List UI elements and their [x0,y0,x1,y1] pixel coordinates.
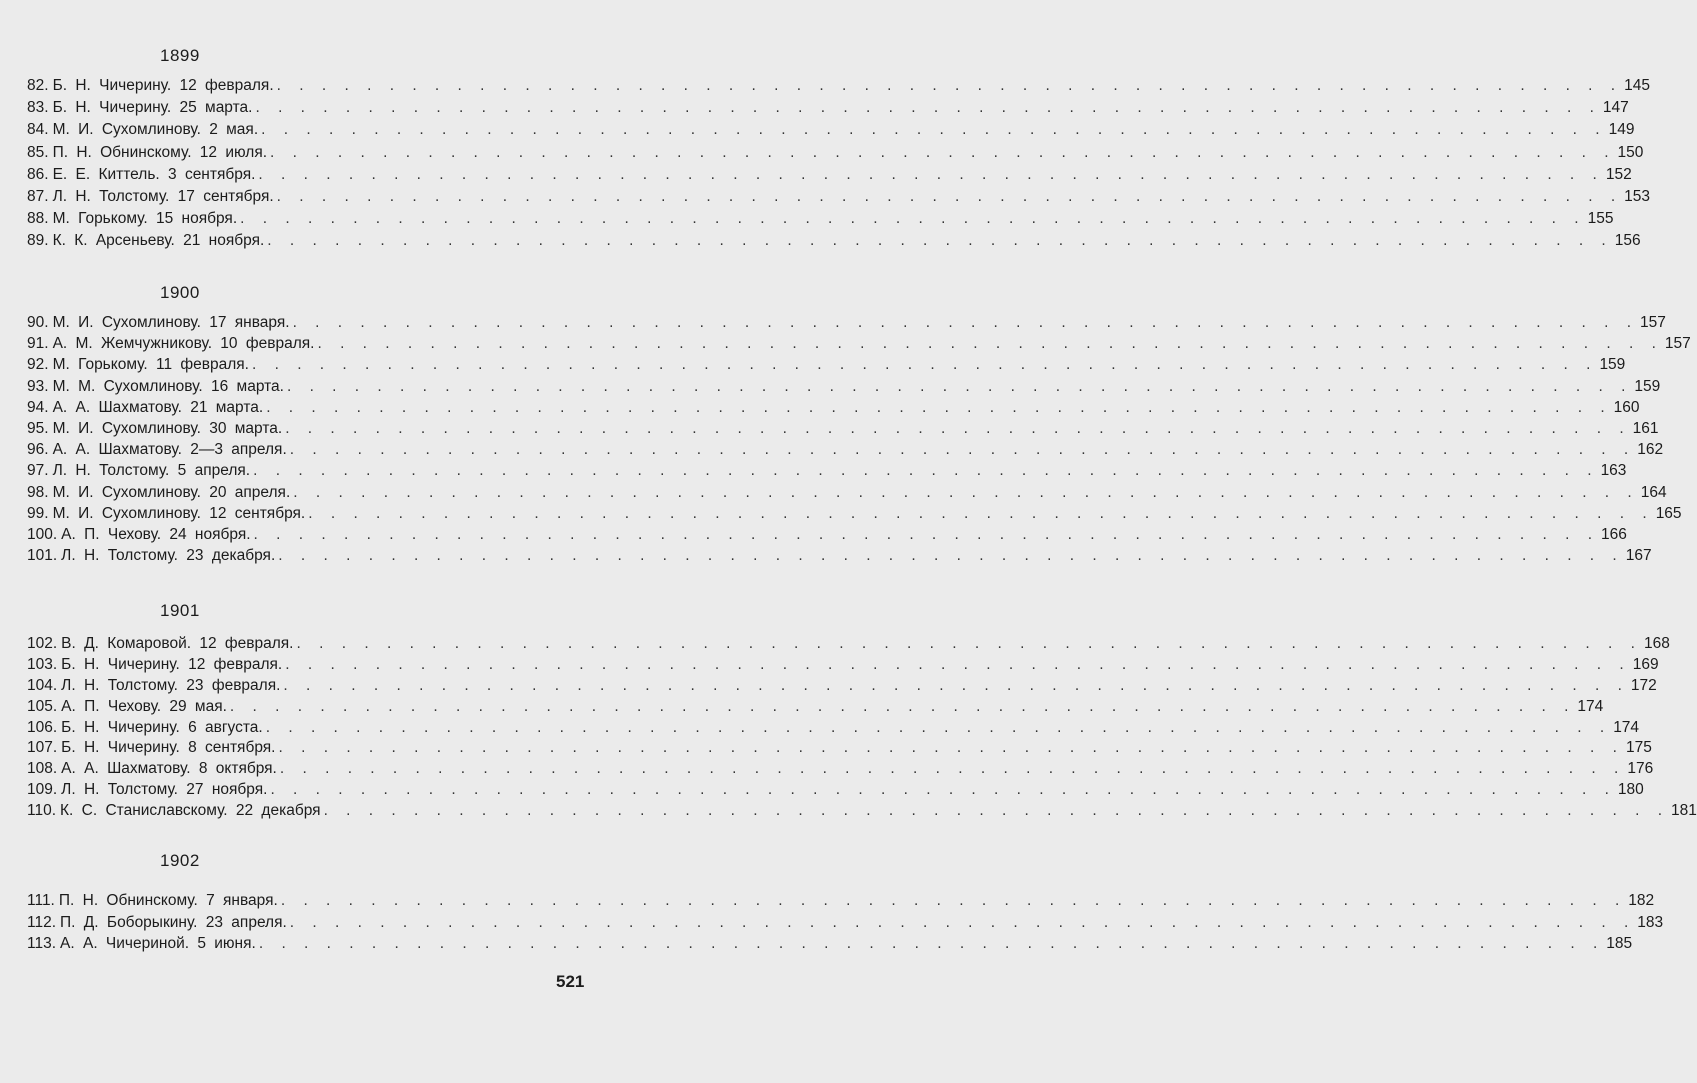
entry-number: 97. [27,462,49,480]
dot-leader: . . . . . . . . . . . . . . . . . . . . . . . . . . . . . . . . . . . . . . . . . . . . . . . . . . . . . . . . . . . . [285,419,1631,437]
entry-title: П. Н. Обнинскому. 12 июля. [52,143,268,161]
entry-number: 102. [27,635,58,652]
entry-page: 161 [1632,419,1659,437]
entry-number: 112. [27,913,57,931]
entry-page: 163 [1600,462,1627,480]
entry-title: К. К. Арсеньеву. 21 ноября. [52,232,265,250]
toc-entry [27,635,1670,656]
dot-leader: . . . . . . . . . . . . . . . . . . . . . . . . . . . . . . . . . . . . . . . . . . . . . . . . . . . . . . . . . . . . [323,802,1670,820]
toc-entry [27,913,1664,936]
entry-page: 159 [1634,377,1661,395]
entry-title: А. А. Чичериной. 5 июня. [60,935,256,952]
entry-title: А. А. Шахматову. 8 октября. [61,760,277,778]
dot-leader: . . . . . . . . . . . . . . . . . . . . . . . . . . . . . . . . . . . . . . . . . . . . . . . . . . . . . . . . . . . . [308,504,1654,522]
toc-entry [27,760,1654,781]
entry-title: М. И. Сухомлинову. 17 января. [52,314,290,331]
entry-page: 152 [1605,165,1632,183]
entry-number: 93. [27,377,49,395]
entry-title: А. А. Шахматову. 21 марта. [52,398,264,416]
entry-page: 167 [1625,547,1652,565]
toc-entry [27,504,1682,526]
entry-number: 101. [27,547,58,565]
entry-title: М. Горькому. 15 ноября. [52,210,238,228]
dot-leader: . . . . . . . . . . . . . . . . . . . . . . . . . . . . . . . . . . . . . . . . . . . . . . . . . . . . . . . . . . . . [292,314,1639,331]
toc-entry [27,462,1627,483]
toc-entry [27,77,1650,99]
toc-entry [27,655,1659,677]
entry-number: 96. [27,441,49,459]
entry-number: 98. [27,483,49,501]
dot-leader: . . . . . . . . . . . . . . . . . . . . . . . . . . . . . . . . . . . . . . . . . . . . . . . . . . . . . . . . . . . . [317,335,1663,353]
toc-entry [27,676,1657,698]
toc-entry [27,99,1629,121]
toc-entry [27,935,1633,957]
dot-leader: . . . . . . . . . . . . . . . . . . . . . . . . . . . . . . . . . . . . . . . . . . . . . . . . . . . . . . . . . . . . [285,655,1631,673]
dot-leader: . . . . . . . . . . . . . . . . . . . . . . . . . . . . . . . . . . . . . . . . . . . . . . . . . . . . . . . . . . . . [255,99,1601,117]
entry-page: 181 [1671,802,1697,820]
entry-title: Б. Н. Чичерину. 12 февраля. [52,77,274,94]
entry-title: В. Д. Комаровой. 12 февраля. [61,635,294,652]
dot-leader: . . . . . . . . . . . . . . . . . . . . . . . . . . . . . . . . . . . . . . . . . . . . . . . . . . . . . . . . . . . . [261,121,1607,139]
entry-page: 150 [1617,143,1644,161]
entry-page: 157 [1664,335,1691,353]
toc-entry [27,419,1659,441]
toc-entry [27,187,1651,210]
entry-page: 159 [1599,356,1626,374]
dot-leader: . . . . . . . . . . . . . . . . . . . . . . . . . . . . . . . . . . . . . . . . . . . . . . . . . . . . . . . . . . . . [296,635,1642,652]
year-heading: 1900 [160,283,200,302]
entry-page: 175 [1625,739,1652,757]
dot-leader: . . . . . . . . . . . . . . . . . . . . . . . . . . . . . . . . . . . . . . . . . . . . . . . . . . . . . . . . . . . . [251,356,1598,374]
dot-leader: . . . . . . . . . . . . . . . . . . . . . . . . . . . . . . . . . . . . . . . . . . . . . . . . . . . . . . . . . . . . [289,441,1636,459]
entry-number: 95. [27,419,49,437]
entry-number: 110. [27,802,57,820]
entry-number: 85. [27,143,49,161]
entry-page: 185 [1606,935,1633,952]
entry-page: 149 [1608,121,1635,139]
entry-page: 153 [1624,187,1651,205]
toc-entry [27,165,1632,188]
dot-leader: . . . . . . . . . . . . . . . . . . . . . . . . . . . . . . . . . . . . . . . . . . . . . . . . . . . . . . . . . . . . [280,892,1627,909]
entry-number: 84. [27,121,49,139]
entry-number: 89. [27,232,49,250]
entry-title: М. Горькому. 11 февраля. [52,356,249,374]
entry-number: 108. [27,760,58,778]
toc-entry [27,697,1604,719]
dot-leader: . . . . . . . . . . . . . . . . . . . . . . . . . . . . . . . . . . . . . . . . . . . . . . . . . . . . . . . . . . . . [266,398,1612,416]
entry-number: 83. [27,99,49,117]
toc-entry [27,143,1644,166]
entry-number: 105. [27,697,58,715]
dot-leader: . . . . . . . . . . . . . . . . . . . . . . . . . . . . . . . . . . . . . . . . . . . . . . . . . . . . . . . . . . . . [253,462,1599,480]
entry-number: 107. [27,739,58,757]
dot-leader: . . . . . . . . . . . . . . . . . . . . . . . . . . . . . . . . . . . . . . . . . . . . . . . . . . . . . . . . . . . . [267,232,1613,250]
entry-number: 100. [27,525,58,543]
toc-entry [27,335,1691,356]
entry-title: Л. Н. Толстому. 27 ноября. [61,781,268,799]
toc-entry [27,892,1655,914]
entry-number: 104. [27,676,58,694]
entry-page: 165 [1655,504,1682,522]
dot-leader: . . . . . . . . . . . . . . . . . . . . . . . . . . . . . . . . . . . . . . . . . . . . . . . . . . . . . . . . . . . . [258,165,1604,183]
entry-page: 176 [1627,760,1654,778]
entry-title: М. И. Сухомлинову. 30 марта. [52,419,283,437]
entry-title: Е. Е. Киттель. 3 сентября. [52,165,256,183]
year-heading: 1901 [160,601,200,620]
dot-leader: . . . . . . . . . . . . . . . . . . . . . . . . . . . . . . . . . . . . . . . . . . . . . . . . . . . . . . . . . . . . [276,77,1623,94]
dot-leader: . . . . . . . . . . . . . . . . . . . . . . . . . . . . . . . . . . . . . . . . . . . . . . . . . . . . . . . . . . . . [265,718,1612,736]
entry-number: 88. [27,210,49,228]
entry-number: 106. [27,718,58,736]
entry-page: 160 [1613,398,1640,416]
entry-title: Б. Н. Чичерину. 6 августа. [61,718,263,736]
dot-leader: . . . . . . . . . . . . . . . . . . . . . . . . . . . . . . . . . . . . . . . . . . . . . . . . . . . . . . . . . . . . [270,781,1616,799]
entry-page: 172 [1630,676,1657,694]
toc-section [27,314,1691,568]
dot-leader: . . . . . . . . . . . . . . . . . . . . . . . . . . . . . . . . . . . . . . . . . . . . . . . . . . . . . . . . . . . . [278,739,1624,757]
toc-entry [27,739,1652,760]
entry-title: Б. Н. Чичерину. 8 сентября. [61,739,276,757]
dot-leader: . . . . . . . . . . . . . . . . . . . . . . . . . . . . . . . . . . . . . . . . . . . . . . . . . . . . . . . . . . . . [289,913,1636,931]
toc-entry [27,483,1667,505]
toc-entry [27,210,1614,232]
dot-leader: . . . . . . . . . . . . . . . . . . . . . . . . . . . . . . . . . . . . . . . . . . . . . . . . . . . . . . . . . . . . [276,187,1623,205]
dot-leader: . . . . . . . . . . . . . . . . . . . . . . . . . . . . . . . . . . . . . . . . . . . . . . . . . . . . . . . . . . . . [286,377,1633,395]
entry-title: М. М. Сухомлинову. 16 марта. [52,377,284,395]
entry-page: 180 [1617,781,1644,799]
year-heading: 1899 [160,46,200,65]
entry-number: 91. [27,335,49,353]
entry-title: М. И. Сухомлинову. 12 сентября. [52,504,306,522]
entry-title: К. С. Станиславскому. 22 декабря [60,802,321,820]
entry-number: 113. [27,935,57,952]
entry-title: М. И. Сухомлинову. 2 мая. [52,121,259,139]
entry-title: А. А. Шахматову. 2—3 апреля. [52,441,287,459]
entry-title: М. И. Сухомлинову. 20 апреля. [52,483,291,501]
dot-leader: . . . . . . . . . . . . . . . . . . . . . . . . . . . . . . . . . . . . . . . . . . . . . . . . . . . . . . . . . . . . [258,935,1605,952]
entry-number: 90. [27,314,49,331]
dot-leader: . . . . . . . . . . . . . . . . . . . . . . . . . . . . . . . . . . . . . . . . . . . . . . . . . . . . . . . . . . . . [240,210,1586,228]
entry-page: 174 [1577,697,1604,715]
entry-title: Б. Н. Чичерину. 25 марта. [52,99,253,117]
entry-title: А. П. Чехову. 29 мая. [61,697,227,715]
dot-leader: . . . . . . . . . . . . . . . . . . . . . . . . . . . . . . . . . . . . . . . . . . . . . . . . . . . . . . . . . . . . [293,483,1639,501]
dot-leader: . . . . . . . . . . . . . . . . . . . . . . . . . . . . . . . . . . . . . . . . . . . . . . . . . . . . . . . . . . . . [229,697,1576,715]
entry-title: Л. Н. Толстому. 23 декабря. [61,547,276,565]
year-heading: 1902 [160,851,200,870]
dot-leader: . . . . . . . . . . . . . . . . . . . . . . . . . . . . . . . . . . . . . . . . . . . . . . . . . . . . . . . . . . . . [253,525,1600,543]
toc-entry [27,547,1652,568]
entry-title: А. М. Жемчужникову. 10 февраля. [52,335,315,353]
entry-title: Л. Н. Толстому. 17 сентября. [52,187,274,205]
entry-title: А. П. Чехову. 24 ноября. [61,525,251,543]
page-number: 521 [556,972,585,991]
entry-title: П. Н. Обнинскому. 7 января. [58,892,278,909]
entry-page: 169 [1632,655,1659,673]
toc-section [27,892,1664,957]
entry-page: 155 [1587,210,1614,228]
entry-number: 99. [27,504,49,522]
toc-entry [27,377,1661,399]
entry-page: 166 [1601,525,1627,543]
entry-page: 147 [1602,99,1629,117]
toc-entry [27,525,1627,547]
entry-page: 145 [1624,77,1650,94]
toc-entry [27,398,1640,420]
dot-leader: . . . . . . . . . . . . . . . . . . . . . . . . . . . . . . . . . . . . . . . . . . . . . . . . . . . . . . . . . . . . [270,143,1616,161]
toc-entry [27,802,1697,823]
entry-page: 174 [1613,718,1640,736]
entry-page: 156 [1614,232,1641,250]
entry-page: 182 [1628,892,1655,909]
dot-leader: . . . . . . . . . . . . . . . . . . . . . . . . . . . . . . . . . . . . . . . . . . . . . . . . . . . . . . . . . . . . [283,676,1629,694]
entry-number: 109. [27,781,58,799]
entry-page: 164 [1640,483,1667,501]
entry-title: Л. Н. Толстому. 23 февраля. [61,676,281,694]
dot-leader: . . . . . . . . . . . . . . . . . . . . . . . . . . . . . . . . . . . . . . . . . . . . . . . . . . . . . . . . . . . . [278,547,1624,565]
entry-page: 157 [1640,314,1666,331]
entry-number: 82. [27,77,49,94]
entry-title: Б. Н. Чичерину. 12 февраля. [61,655,283,673]
entry-number: 86. [27,165,49,183]
toc-section [27,635,1697,823]
toc-entry [27,356,1626,377]
toc-section [27,77,1651,255]
toc-entry [27,314,1666,335]
entry-number: 94. [27,398,49,416]
entry-title: Л. Н. Толстому. 5 апреля. [52,462,251,480]
toc-entry [27,718,1640,740]
entry-number: 103. [27,655,58,673]
entry-page: 162 [1637,441,1664,459]
entry-page: 168 [1643,635,1670,652]
entry-page: 183 [1637,913,1664,931]
dot-leader: . . . . . . . . . . . . . . . . . . . . . . . . . . . . . . . . . . . . . . . . . . . . . . . . . . . . . . . . . . . . [279,760,1626,778]
toc-entry [27,232,1641,254]
entry-number: 92. [27,356,49,374]
entry-title: П. Д. Боборыкину. 23 апреля. [60,913,287,931]
toc-entry [27,781,1644,802]
entry-number: 87. [27,187,49,205]
toc-entry [27,121,1635,143]
toc-entry [27,441,1664,462]
entry-number: 111. [27,892,55,909]
